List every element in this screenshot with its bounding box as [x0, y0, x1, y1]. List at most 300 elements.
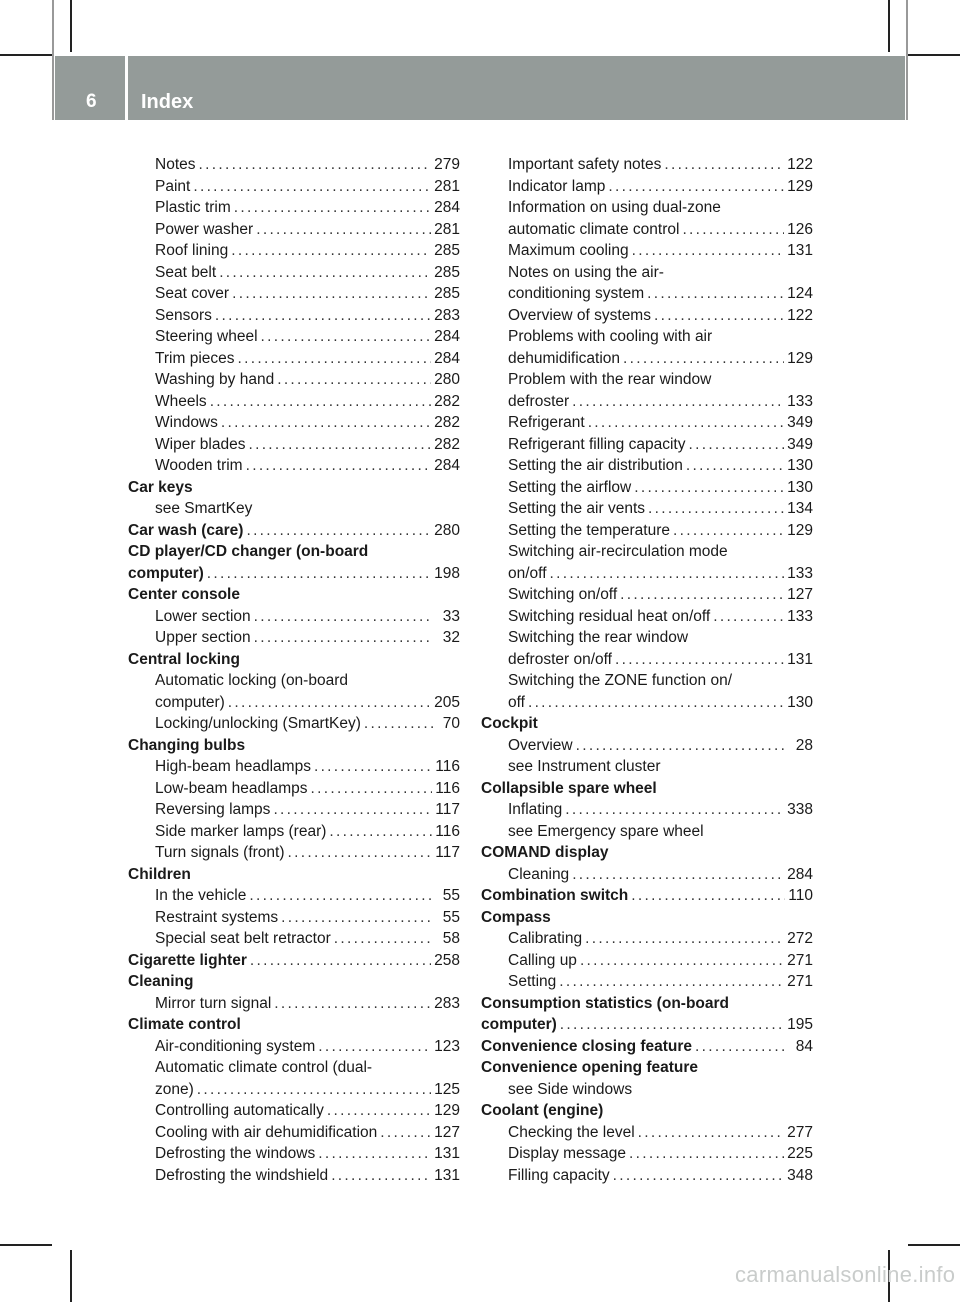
- index-entry-page: 131: [434, 1166, 460, 1184]
- dot-leader: [210, 391, 431, 413]
- index-entry: [128, 262, 460, 284]
- index-entry-page: 205: [434, 693, 460, 711]
- index-entry: [128, 154, 460, 176]
- dot-leader: [620, 584, 784, 606]
- index-entry-page: 285: [434, 263, 460, 281]
- index-entry-text: Power washer: [155, 220, 254, 238]
- index-entry: [128, 1122, 460, 1144]
- index-entry: [128, 563, 460, 585]
- index-entry-text: Switching residual heat on/off: [508, 607, 711, 625]
- index-entry: [481, 1122, 813, 1144]
- dot-leader: [647, 283, 784, 305]
- index-entry: [128, 1036, 460, 1058]
- index-entry: [481, 1057, 813, 1079]
- index-entry-text: Reversing lamps: [155, 801, 271, 818]
- dot-leader: [219, 262, 431, 284]
- index-entry-page: 285: [434, 285, 460, 302]
- index-entry: [481, 477, 813, 499]
- index-entry-text: Wooden trim: [155, 457, 243, 474]
- index-entry-text: Children: [128, 865, 191, 883]
- index-entry-text: Seat belt: [155, 263, 217, 281]
- index-entry: [481, 1100, 813, 1122]
- index-entry-page: 130: [787, 457, 813, 474]
- index-entry-text: Switching the rear window: [508, 629, 689, 646]
- dot-leader: [329, 821, 432, 843]
- index-entry-text: Car keys: [128, 478, 193, 496]
- index-entry-page: 349: [787, 435, 813, 453]
- index-entry-text: CD player/CD changer (on-board: [128, 543, 369, 560]
- index-entry-text: computer): [155, 693, 225, 711]
- dot-leader: [246, 455, 432, 477]
- index-entry-page: 134: [787, 500, 813, 517]
- index-entry-page: 284: [434, 457, 460, 474]
- index-entry-page: 58: [442, 930, 460, 947]
- dot-leader: [648, 498, 784, 520]
- index-entry-text: Low-beam headlamps: [155, 779, 308, 797]
- index-entry-page: 129: [787, 521, 813, 539]
- index-entry-text: Problems with cooling with air: [508, 328, 713, 345]
- index-entry-text: Upper section: [155, 629, 251, 646]
- index-entry-text: Steering wheel: [155, 328, 258, 345]
- crop-mark: [70, 0, 72, 52]
- index-entry-text: Combination switch: [481, 887, 629, 904]
- index-entry: [128, 1143, 460, 1165]
- index-entry: [481, 1165, 813, 1187]
- index-entry-page: 116: [435, 779, 460, 797]
- index-entry: [128, 928, 460, 950]
- index-entry: [481, 176, 813, 198]
- index-entry-text: Center console: [128, 586, 240, 603]
- index-entry-text: Calling up: [508, 951, 577, 969]
- index-entry-page: 130: [787, 693, 813, 711]
- index-entry-text: Calibrating: [508, 930, 583, 947]
- dot-leader: [261, 326, 432, 348]
- index-entry: [128, 907, 460, 929]
- index-entry-text: Locking/unlocking (SmartKey): [155, 715, 361, 732]
- index-entry: [128, 455, 460, 477]
- index-entry-page: 284: [434, 199, 460, 216]
- dot-leader: [631, 885, 785, 907]
- index-entry-page: 124: [787, 285, 813, 302]
- index-entry-text: Convenience opening feature: [481, 1059, 699, 1076]
- crop-mark: [906, 0, 908, 120]
- index-entry-text: Refrigerant filling capacity: [508, 435, 686, 453]
- index-entry-text: Cigarette lighter: [128, 951, 247, 969]
- index-entry-page: 126: [787, 220, 813, 238]
- index-entry-text: Wiper blades: [155, 435, 246, 453]
- index-entry-text: Seat cover: [155, 285, 230, 302]
- index-entry: [481, 993, 813, 1015]
- index-entry-page: 32: [442, 629, 460, 646]
- index-entry: [481, 649, 813, 671]
- index-entry-text: Climate control: [128, 1016, 241, 1033]
- index-entry-text: Special seat belt retractor: [155, 930, 331, 947]
- index-column-right: [481, 154, 813, 1186]
- index-entry-text: Filling capacity: [508, 1166, 610, 1184]
- index-entry-page: 285: [434, 242, 460, 259]
- crop-mark: [0, 1244, 52, 1246]
- dot-leader: [318, 1036, 431, 1058]
- index-entry-text: see Instrument cluster: [508, 758, 661, 775]
- index-entry-text: Switching the ZONE function on/: [508, 672, 733, 689]
- index-entry: [481, 197, 813, 219]
- index-entry: [128, 305, 460, 327]
- index-entry-text: dehumidification: [508, 349, 621, 367]
- dot-leader: [664, 154, 784, 176]
- index-entry: [128, 1079, 460, 1101]
- index-entry: [481, 950, 813, 972]
- index-entry-text: Maximum cooling: [508, 242, 629, 259]
- index-entry-text: Trim pieces: [155, 349, 235, 367]
- index-entry-page: 280: [434, 371, 460, 388]
- dot-leader: [248, 434, 431, 456]
- dot-leader: [228, 692, 431, 714]
- index-entry: [481, 1079, 813, 1101]
- index-entry: [481, 799, 813, 821]
- index-entry: [481, 584, 813, 606]
- index-entry: [481, 971, 813, 993]
- index-entry-page: 122: [787, 156, 813, 173]
- crop-mark: [70, 1250, 72, 1302]
- index-entry-text: see SmartKey: [155, 500, 253, 517]
- index-entry: [128, 649, 460, 671]
- index-entry: [128, 348, 460, 370]
- index-entry: [481, 928, 813, 950]
- index-entry-page: 125: [434, 1080, 460, 1098]
- index-entry-text: Defrosting the windshield: [155, 1166, 329, 1184]
- index-entry-page: 271: [787, 973, 813, 990]
- index-entry: [128, 950, 460, 972]
- index-entry-text: Setting: [508, 973, 557, 990]
- index-entry-text: Switching on/off: [508, 586, 618, 603]
- index-entry: [128, 756, 460, 778]
- index-entry-text: Air-conditioning system: [155, 1037, 316, 1055]
- index-entry-text: Cockpit: [481, 715, 538, 732]
- index-entry: [128, 1014, 460, 1036]
- index-entry-page: 284: [787, 865, 813, 883]
- index-entry-page: 349: [787, 414, 813, 431]
- index-entry-text: Important safety notes: [508, 156, 662, 173]
- index-entry-text: Sensors: [155, 306, 212, 324]
- index-entry-page: 280: [434, 521, 460, 539]
- index-entry-page: 284: [434, 328, 460, 345]
- index-entry: [481, 348, 813, 370]
- index-column-left: [128, 154, 460, 1186]
- index-entry-page: 127: [434, 1123, 460, 1141]
- index-entry-page: 117: [435, 801, 460, 818]
- dot-leader: [288, 842, 433, 864]
- index-entry-text: Wheels: [155, 392, 207, 410]
- index-entry-text: In the vehicle: [155, 887, 247, 904]
- index-entry-text: Car wash (care): [128, 521, 244, 539]
- dot-leader: [572, 391, 784, 413]
- index-entry-text: Overview: [508, 736, 573, 754]
- dot-leader: [682, 219, 784, 241]
- index-entry-text: Collapsible spare wheel: [481, 779, 657, 797]
- index-entry: [128, 584, 460, 606]
- index-entry-page: 133: [787, 392, 813, 410]
- index-entry: [481, 498, 813, 520]
- index-entry-page: 129: [787, 349, 813, 367]
- dot-leader: [199, 154, 432, 176]
- dot-leader: [528, 692, 784, 714]
- index-entry: [128, 541, 460, 563]
- index-entry: [128, 240, 460, 262]
- dot-leader: [281, 907, 433, 929]
- index-entry-page: 131: [787, 650, 813, 668]
- index-entry-text: Mirror turn signal: [155, 994, 272, 1012]
- dot-leader: [207, 563, 431, 585]
- index-entry: [481, 305, 813, 327]
- crop-mark: [908, 1244, 960, 1246]
- dot-leader: [588, 412, 784, 434]
- index-entry: [128, 326, 460, 348]
- index-entry-text: Coolant (engine): [481, 1102, 604, 1119]
- index-entry-text: Convenience closing feature: [481, 1037, 693, 1055]
- index-entry-text: Central locking: [128, 650, 240, 668]
- index-entry: [481, 369, 813, 391]
- index-entry: [481, 326, 813, 348]
- index-entry: [481, 756, 813, 778]
- index-entry: [128, 412, 460, 434]
- index-entry-page: 282: [434, 435, 460, 453]
- index-entry-text: Automatic locking (on-board: [155, 672, 348, 689]
- index-entry-text: Restraint systems: [155, 908, 279, 926]
- index-entry: [481, 692, 813, 714]
- index-entry: [128, 283, 460, 305]
- index-entry-page: 195: [787, 1016, 813, 1033]
- index-entry-text: zone): [155, 1080, 194, 1098]
- index-entry: [481, 283, 813, 305]
- index-entry-text: High-beam headlamps: [155, 758, 311, 775]
- index-entry-page: 130: [787, 478, 813, 496]
- dot-leader: [327, 1100, 431, 1122]
- dot-leader: [695, 1036, 786, 1058]
- dot-leader: [311, 778, 433, 800]
- dot-leader: [615, 649, 784, 671]
- index-entry-page: 282: [434, 392, 460, 410]
- dot-leader: [334, 928, 433, 950]
- index-entry-text: Overview of systems: [508, 306, 651, 324]
- index-entry-page: 133: [787, 607, 813, 625]
- index-entry: [128, 778, 460, 800]
- dot-leader: [380, 1122, 431, 1144]
- index-entry: [481, 842, 813, 864]
- dot-leader: [572, 864, 784, 886]
- index-entry: [128, 735, 460, 757]
- index-entry: [481, 563, 813, 585]
- index-entry-page: 129: [434, 1102, 460, 1119]
- dot-leader: [234, 197, 431, 219]
- index-entry-text: Automatic climate control (dual-: [155, 1059, 373, 1076]
- index-entry: [128, 864, 460, 886]
- index-entry-page: 129: [787, 177, 813, 195]
- index-entry-page: 283: [434, 306, 460, 324]
- index-entry-text: COMAND display: [481, 844, 609, 861]
- index-entry-text: automatic climate control: [508, 220, 680, 238]
- index-entry-page: 70: [442, 715, 460, 732]
- index-entry: [128, 197, 460, 219]
- index-entry-text: Compass: [481, 908, 551, 926]
- index-entry: [481, 240, 813, 262]
- index-entry: [481, 219, 813, 241]
- index-entry-text: Cleaning: [508, 865, 570, 883]
- index-entry: [128, 842, 460, 864]
- dot-leader: [638, 1122, 784, 1144]
- crop-mark: [52, 0, 54, 120]
- index-entry: [481, 864, 813, 886]
- index-entry: [481, 262, 813, 284]
- index-entry-text: Turn signals (front): [155, 844, 285, 861]
- index-entry-page: 281: [434, 220, 460, 238]
- index-entry: [481, 907, 813, 929]
- dot-leader: [277, 369, 431, 391]
- dot-leader: [559, 971, 784, 993]
- dot-leader: [713, 606, 784, 628]
- index-entry-text: Setting the air vents: [508, 500, 645, 517]
- index-entry-text: off: [508, 693, 525, 711]
- index-entry: [128, 670, 460, 692]
- index-entry: [128, 1165, 460, 1187]
- index-entry-text: Information on using dual-zone: [508, 199, 721, 216]
- index-entry-page: 271: [787, 951, 813, 969]
- index-entry: [481, 627, 813, 649]
- dot-leader: [565, 799, 784, 821]
- dot-leader: [274, 993, 431, 1015]
- index-entry-page: 122: [787, 306, 813, 324]
- dot-leader: [613, 1165, 784, 1187]
- dot-leader: [686, 455, 784, 477]
- index-entry-page: 127: [787, 586, 813, 603]
- index-entry-page: 131: [787, 242, 813, 259]
- index-entry-text: Switching air-recirculation mode: [508, 543, 728, 560]
- dot-leader: [231, 240, 431, 262]
- index-entry-page: 123: [434, 1037, 460, 1055]
- index-entry-page: 282: [434, 414, 460, 431]
- index-entry-page: 55: [442, 908, 460, 926]
- index-entry-text: Indicator lamp: [508, 177, 606, 195]
- index-entry-page: 279: [434, 156, 460, 173]
- index-entry-text: Consumption statistics (on-board: [481, 994, 729, 1012]
- dot-leader: [221, 412, 431, 434]
- index-entry: [481, 606, 813, 628]
- index-entry: [481, 520, 813, 542]
- dot-leader: [560, 1014, 784, 1036]
- index-entry-page: 283: [434, 994, 460, 1012]
- index-entry: [481, 735, 813, 757]
- index-entry-text: Notes on using the air-: [508, 263, 664, 281]
- index-entry: [481, 885, 813, 907]
- index-entry: [128, 692, 460, 714]
- index-entry: [481, 778, 813, 800]
- index-entry-page: 133: [787, 564, 813, 582]
- index-entry-text: Cleaning: [128, 973, 194, 990]
- crop-mark: [0, 54, 52, 56]
- index-entry-page: 116: [435, 758, 460, 775]
- index-entry: [481, 154, 813, 176]
- dot-leader: [215, 305, 431, 327]
- dot-leader: [364, 713, 433, 735]
- index-entry-page: 33: [442, 607, 460, 625]
- index-entry-text: Refrigerant: [508, 414, 585, 431]
- index-entry-text: Checking the level: [508, 1123, 635, 1141]
- index-entry-page: 258: [434, 951, 460, 969]
- index-entry-text: Washing by hand: [155, 371, 275, 388]
- index-entry: [128, 799, 460, 821]
- dot-leader: [249, 885, 433, 907]
- crop-mark: [888, 0, 890, 52]
- dot-leader: [550, 563, 785, 585]
- index-entry-text: see Side windows: [508, 1080, 633, 1098]
- dot-leader: [654, 305, 784, 327]
- index-entry-text: defroster on/off: [508, 650, 612, 668]
- index-entry: [481, 821, 813, 843]
- dot-leader: [232, 283, 431, 305]
- index-entry-page: 277: [787, 1123, 813, 1141]
- index-entry-page: 281: [434, 177, 460, 195]
- index-entry-text: Roof lining: [155, 242, 229, 259]
- index-entry: [481, 541, 813, 563]
- index-entry-text: Notes: [155, 156, 196, 173]
- index-entry: [128, 477, 460, 499]
- dot-leader: [250, 950, 431, 972]
- dot-leader: [246, 520, 431, 542]
- index-entry: [128, 391, 460, 413]
- index-entry-page: 348: [787, 1166, 813, 1184]
- dot-leader: [254, 606, 433, 628]
- index-entry: [128, 520, 460, 542]
- index-entry: [128, 627, 460, 649]
- dot-leader: [273, 799, 432, 821]
- index-entry-page: 338: [787, 801, 813, 818]
- dot-leader: [256, 219, 431, 241]
- index-entry-text: computer): [481, 1016, 557, 1033]
- index-entry-text: on/off: [508, 564, 547, 582]
- index-entry: [481, 455, 813, 477]
- index-entry-text: Changing bulbs: [128, 736, 246, 754]
- dot-leader: [254, 627, 433, 649]
- index-entry: [128, 993, 460, 1015]
- index-entry: [128, 219, 460, 241]
- index-entry-page: 117: [435, 844, 460, 861]
- index-entry: [128, 713, 460, 735]
- index-entry-page: 284: [434, 349, 460, 367]
- index-entry-page: 116: [435, 822, 460, 840]
- index-entry: [128, 606, 460, 628]
- dot-leader: [673, 520, 784, 542]
- index-entry-text: computer): [128, 564, 204, 582]
- dot-leader: [193, 176, 431, 198]
- dot-leader: [197, 1079, 431, 1101]
- index-entry: [128, 498, 460, 520]
- index-entry-text: Controlling automatically: [155, 1102, 324, 1119]
- index-entry-text: Setting the temperature: [508, 521, 670, 539]
- dot-leader: [331, 1165, 431, 1187]
- index-entry: [128, 885, 460, 907]
- index-entry: [481, 434, 813, 456]
- index-entry-page: 272: [787, 930, 813, 947]
- index-entry-text: Setting the air distribution: [508, 457, 683, 474]
- dot-leader: [634, 477, 784, 499]
- index-entry-text: Defrosting the windows: [155, 1145, 316, 1162]
- dot-leader: [629, 1143, 784, 1165]
- index-entry-text: Windows: [155, 414, 218, 431]
- index-entry-page: 55: [442, 887, 460, 904]
- index-entry: [128, 434, 460, 456]
- index-entry-text: Side marker lamps (rear): [155, 822, 327, 840]
- index-entry-text: Inflating: [508, 801, 563, 818]
- index-entry-text: see Emergency spare wheel: [508, 822, 704, 840]
